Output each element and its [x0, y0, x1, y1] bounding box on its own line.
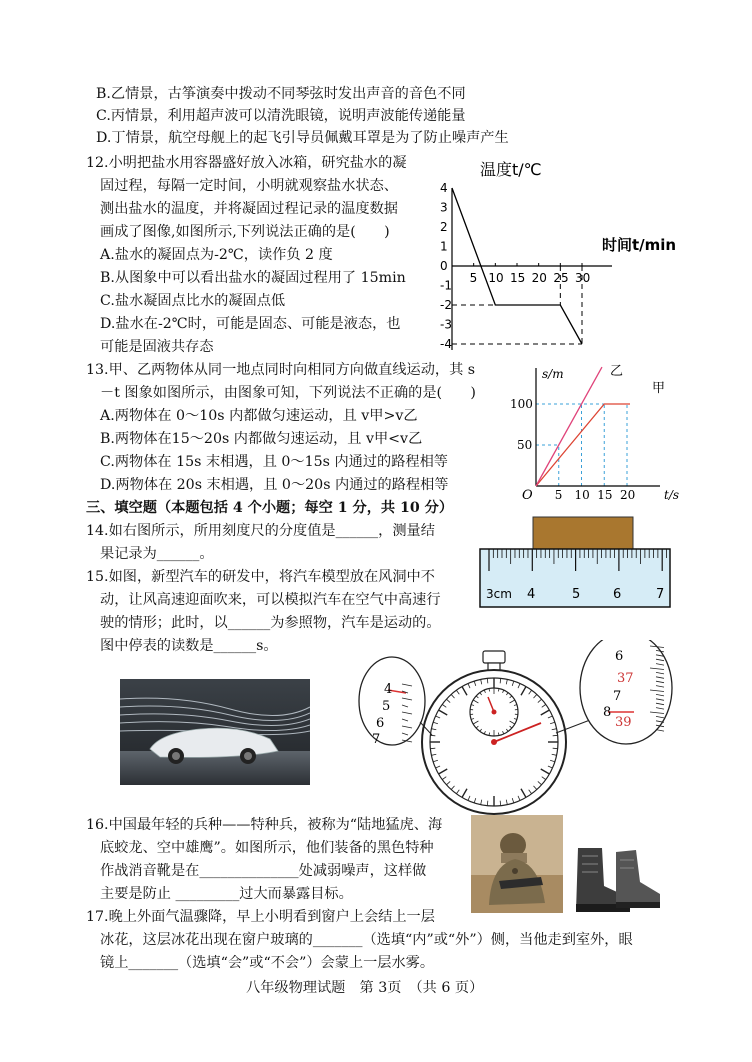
q15-line-1: 15.如图，新型汽车的研发中，将汽车模型放在风洞中不	[86, 569, 435, 585]
ruler-unit-label: 3cm	[486, 587, 512, 601]
q15-line-3: 驶的情形；此时，以______为参照物，汽车是运动的。	[100, 615, 441, 631]
main-dial-tick	[430, 735, 435, 736]
special-forces-soldier-photo	[471, 815, 563, 913]
temp-xtick-label: 15	[510, 271, 526, 285]
q12-option-d: D.盐水在-2℃时，可能是固态、可能是液态，也	[100, 316, 401, 332]
q14-line-1: 14.如右图所示，所用刻度尺的分度值是______，测量结	[86, 523, 435, 539]
page-footer: 八年级物理试题 第 3页 （共 6 页）	[246, 980, 484, 996]
q13-option-d: D.两物体在 20s 末相遇，且 0～20s 内通过的路程相等	[100, 477, 449, 493]
wood-block	[533, 517, 633, 549]
stopwatch-figure	[356, 640, 686, 818]
temp-ylabel: 温度t/℃	[480, 160, 542, 179]
q17-line-1: 17.晚上外面气温骤降，早上小明看到窗户上会结上一层	[86, 909, 435, 925]
q16-line-2: 底蛟龙、空中雄鹰”。如图所示，他们装备的黑色特种	[100, 840, 434, 856]
temp-xlabel: 时间t/min	[602, 236, 677, 254]
small-dial-magnifier	[359, 657, 425, 745]
large-dial-label-7: 7	[613, 689, 622, 704]
q16-line-3: 作战消音靴是在______________处减弱噪声，这样做	[100, 863, 427, 879]
section-3-heading: 三、填空题（本题包括 4 个小题；每空 1 分，共 10 分）	[86, 500, 454, 516]
temp-ytick-label: -1	[440, 278, 452, 293]
q13-option-b: B.两物体在15～20s 内都做匀速运动，且 v甲<v乙	[100, 431, 423, 447]
tactical-boots-photo	[568, 842, 664, 918]
q12-stem-4: 画成了图像,如图所示,下列说法正确的是( )	[100, 224, 390, 240]
large-dial-label-37: 37	[617, 671, 634, 686]
temp-ytick-label: -3	[440, 317, 452, 332]
temp-xtick-label: 5	[469, 271, 478, 285]
main-dial-tick	[500, 678, 501, 683]
temp-xtick-label: 25	[553, 271, 569, 285]
ruler-figure	[478, 514, 674, 610]
q17-line-2: 冰花，这层冰花出现在窗户玻璃的_______（选填“内”或“外”）侧，当他走到室外，眼	[100, 932, 633, 948]
q12-stem-3: 测出盐水的温度，并将凝固过程记录的温度数据	[100, 201, 398, 217]
q17-line-3: 镜上_______（选填“会”或“不会”）会蒙上一层水雾。	[100, 955, 435, 971]
q13-option-a: A.两物体在 0～10s 内都做匀速运动，且 v甲>v乙	[100, 408, 418, 424]
large-dial-label-6: 6	[615, 649, 624, 664]
temperature-time-chart	[440, 152, 710, 352]
q12-option-d-cont: 可能是固液共存态	[100, 339, 214, 355]
main-dial-tick	[430, 748, 435, 749]
q15-line-4: 图中停表的读数是______s。	[100, 638, 278, 654]
st-xtick-label: 10	[574, 488, 590, 502]
temp-ytick-label: 1	[440, 239, 448, 254]
q16-line-4: 主要是防止 _________过大而暴露目标。	[100, 886, 353, 902]
main-dial-tick	[500, 801, 501, 806]
temp-xtick-label: 20	[531, 271, 547, 285]
q13-stem-2: －t 图象如图所示，由图象可知，下列说法不正确的是( )	[100, 385, 476, 401]
stopwatch-crown	[483, 651, 505, 663]
large-dial-label-8: 8	[603, 705, 612, 720]
q16-line-1: 16.中国最年轻的兵种——特种兵，被称为“陆地猛虎、海	[86, 817, 443, 833]
distance-time-chart	[500, 358, 700, 508]
q13-stem-1: 13.甲、乙两物体从同一地点同时向相同方向做直线运动，其 s	[86, 362, 476, 378]
small-dial-label-5: 5	[382, 699, 391, 714]
main-dial-tick	[553, 748, 558, 749]
st-legend-jia: 甲	[652, 381, 666, 396]
temp-ytick-label: 4	[440, 181, 448, 195]
temp-ytick-label: -4	[440, 337, 452, 351]
q12-option-c: C.盐水凝固点比水的凝固点低	[100, 293, 286, 309]
q13-option-c: C.两物体在 15s 末相遇，且 0～15s 内通过的路程相等	[100, 454, 448, 470]
q11-option-b: B.乙情景，古筝演奏中拨动不同琴弦时发出声音的音色不同	[96, 86, 466, 102]
st-xtick-label: 5	[554, 488, 563, 502]
q12-stem-1: 12.小明把盐水用容器盛好放入冰箱，研究盐水的凝	[86, 155, 407, 171]
st-xtick-label: 15	[597, 488, 613, 502]
wind-tunnel-car-photo	[120, 679, 310, 785]
st-ylabel: s/m	[542, 367, 564, 381]
main-dial-tick	[487, 801, 488, 806]
temp-ytick-label: -2	[440, 298, 452, 312]
small-dial-label-4: 4	[384, 682, 393, 697]
main-dial-tick	[487, 678, 488, 683]
main-dial-tick	[553, 735, 558, 736]
st-series-yi-line	[536, 367, 602, 486]
st-xtick-label: 20	[620, 488, 636, 502]
q12-option-b: B.从图象中可以看出盐水的凝固过程用了 15min	[100, 270, 406, 286]
temp-xtick-label: 30	[575, 271, 591, 285]
large-dial-mag-tick	[656, 730, 664, 732]
st-ytick-label: 100	[510, 397, 533, 411]
large-dial-label-39: 39	[615, 715, 632, 730]
q14-line-2: 果记录为______。	[100, 546, 214, 562]
small-dial-label-6: 6	[376, 716, 385, 731]
temp-ytick-label: 0	[440, 259, 448, 273]
q11-option-c: C.丙情景，利用超声波可以清洗眼镜，说明声波能传递能量	[96, 108, 466, 124]
q12-stem-2: 固过程，每隔一定时间，小明就观察盐水状态、	[100, 178, 398, 194]
st-origin: O	[522, 488, 533, 503]
temp-ytick-label: 3	[440, 200, 448, 215]
small-dial-label-7: 7	[372, 732, 381, 747]
temp-ytick-label: 2	[440, 220, 448, 234]
ruler-tick-6: 6	[613, 587, 622, 602]
st-ytick-label: 50	[517, 438, 533, 452]
ruler-tick-4: 4	[527, 587, 536, 602]
q12-option-a: A.盐水的凝固点为-2℃，读作负 2 度	[100, 247, 333, 263]
q15-line-2: 动，让风高速迎面吹来，可以模拟汽车在空气中高速行	[100, 592, 441, 608]
ruler-tick-7: 7	[656, 587, 665, 602]
st-xlabel: t/s	[664, 488, 680, 502]
q11-option-d: D.丁情景，航空母舰上的起飞引导员佩戴耳罩是为了防止噪声产生	[96, 130, 509, 146]
ruler-tick-5: 5	[572, 587, 581, 602]
temp-xtick-label: 10	[488, 271, 504, 285]
st-legend-yi: 乙	[610, 364, 624, 379]
